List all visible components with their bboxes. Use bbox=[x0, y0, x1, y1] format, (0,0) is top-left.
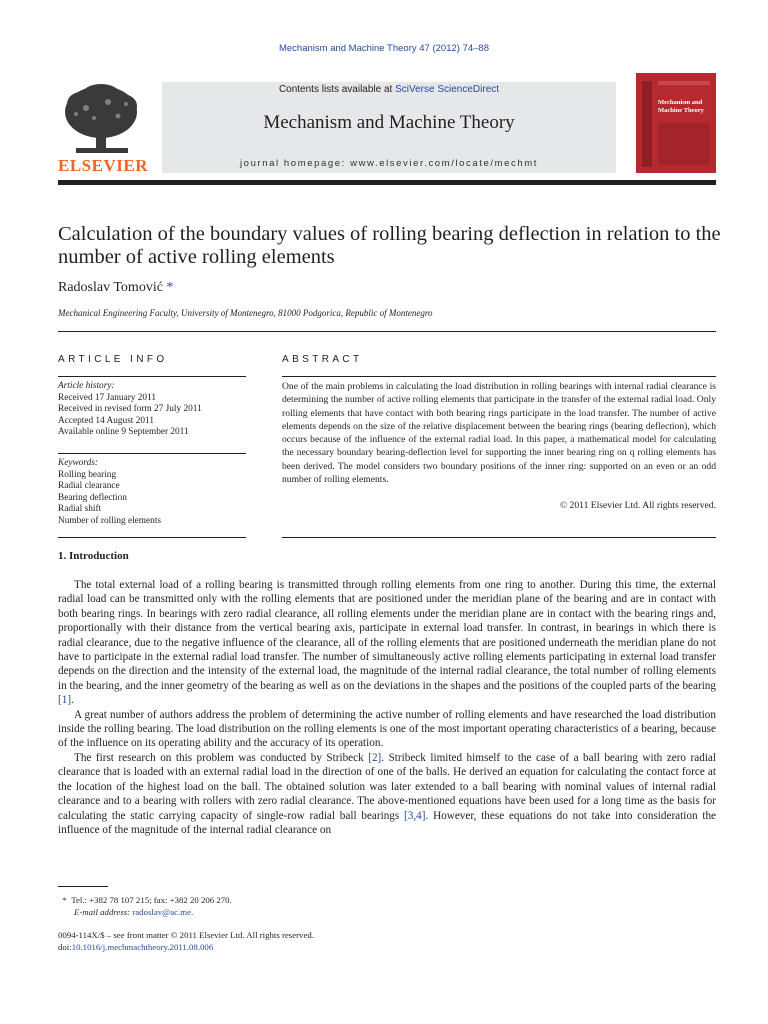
footnote-mark: * bbox=[62, 895, 67, 905]
contents-line bbox=[162, 82, 616, 96]
journal-citation[interactable]: Mechanism and Machine Theory 47 (2012) 74–88 bbox=[278, 43, 489, 54]
paragraph: A great number of authors address the problem of determining the active number of rolling elements and have researched the load distribution inside the rolling bearing. The load distribution on the rolling elements is one of the most important operating characteristics of a bearing, because of the influence on its operating ability and the accuracy of its operation. bbox=[58, 708, 716, 750]
paragraph-text: . bbox=[71, 694, 74, 707]
journal-banner bbox=[162, 82, 616, 173]
paragraph-text: The total external load of a rolling bearing is transmitted through rolling elements from one ring to another. During this time, the external radial load can be transmitted only with the rolling elements that are positioned under the meridian plane of the bearing and are in contact with both bearing rings. In bearings with zero radial clearance, all rolling elements under the meridian plane are in contact with the bearing rings and, proportionally with their distance from the vertical bearing axis, participate in external load transfer. In contrast, in bearings in which there is radial clearance, due to the negative influence of the clearance, all of the rolling elements that are positioned underneath the meridian plane do not have to participate in the external radial load transfer. The number of simultaneously active rolling elements participating in external load transfer depends on the direction and the intensity of the external load, the magnitude of the internal radial clearance, the total number of rolling elements in the bearing, and the inner geometry of the bearing as well as on the deviations in the shapes and the positions of the coupled parts of the bearing bbox=[58, 579, 716, 692]
paragraph-text: . However, these equations do not take into consideration the influence of the magnitude of the internal radial clearance on bbox=[58, 809, 717, 836]
divider bbox=[282, 537, 716, 538]
doi-link[interactable]: 10.1016/j.mechmachtheory.2011.08.006 bbox=[71, 941, 214, 952]
footnote bbox=[58, 894, 232, 918]
cover-strip bbox=[642, 81, 652, 167]
citation-link[interactable]: [1] bbox=[58, 694, 72, 707]
footnote-tel-text: Tel.: +382 78 107 215; fax: +382 20 206 270. bbox=[71, 895, 232, 905]
divider bbox=[58, 376, 246, 377]
keyword: Rolling bearing bbox=[58, 469, 117, 480]
section-heading-introduction: 1. Introduction bbox=[58, 550, 129, 562]
article-info-heading: ARTICLE INFO bbox=[58, 354, 168, 365]
divider bbox=[58, 331, 716, 332]
sciencedirect-link[interactable]: SciVerse ScienceDirect bbox=[395, 84, 500, 95]
divider bbox=[282, 376, 716, 377]
divider bbox=[58, 453, 246, 454]
keyword: Number of rolling elements bbox=[58, 515, 162, 526]
cover-topbar bbox=[658, 81, 710, 85]
paragraph bbox=[58, 578, 716, 708]
keyword: Radial shift bbox=[58, 504, 102, 515]
history-item: Received 17 January 2011 bbox=[58, 392, 157, 403]
abstract-text: One of the main problems in calculating the load distribution in rolling bearings with internal radial clearance is determining the number of active rolling elements that participate in the transfer of the external radial load. Only rolling elements that have contact with both bearing rings participate in the load transfer. The number of active elements depends on the size of the relative displacement between the bearing rings (bearing deflection), which occurs because of the influence of the external radial load. In this paper, a mathematical model for calculating the necessary boundary bearing-deflection level for supporting the inner bearing ring on q rolling elements has been derived. The model considers two boundary positions of the inner ring: supported on an even or an odd number of rolling elements. bbox=[282, 381, 716, 486]
corresponding-author-mark[interactable]: * bbox=[166, 280, 174, 295]
paragraph-text: The first research on this problem was conducted by Stribeck bbox=[74, 751, 369, 764]
keyword: Bearing deflection bbox=[58, 492, 127, 503]
front-matter bbox=[58, 930, 314, 953]
footnote-email bbox=[58, 906, 232, 918]
journal-title: Mechanism and Machine Theory bbox=[263, 112, 515, 133]
paragraph-text: . Stribeck limited himself to the case of a ball bearing with zero radial clearance that is loaded with an external radial load in the direction of one of the balls. He derived an equation for calculating the contact force at the location of the highest load on the ball. The obtained solution was later extended to a ball bearing with nominal values of internal radial clearance and to a bearing with rollers with zero radial clearance. The above-mentioned equations have been used for a long time as the basis for calculating the static carrying capacity of single-row radial ball bearings bbox=[58, 751, 717, 822]
keyword: Radial clearance bbox=[58, 481, 120, 492]
history-item: Accepted 14 August 2011 bbox=[58, 415, 154, 426]
email-link[interactable]: radoslav@ac.me bbox=[132, 907, 191, 917]
cover-panel bbox=[658, 123, 710, 165]
contents-prefix: Contents lists available at bbox=[278, 84, 396, 95]
article-title: Calculation of the boundary values of rolling bearing deflection in relation to the number of active rolling elements bbox=[58, 223, 721, 268]
author-affiliation: Mechanical Engineering Faculty, University of Montenegro, 81000 Podgorica, Republic of Montenegro bbox=[58, 308, 433, 318]
keywords bbox=[58, 458, 246, 528]
footnote-rule bbox=[58, 886, 108, 887]
body-text bbox=[58, 578, 716, 837]
history-item: Available online 9 September 2011 bbox=[58, 427, 189, 438]
abstract-copyright: © 2011 Elsevier Ltd. All rights reserved. bbox=[559, 500, 716, 511]
article-history bbox=[58, 381, 246, 439]
divider bbox=[58, 537, 246, 538]
front-matter-text: 0094-114X/$ – see front matter © 2011 Elsevier Ltd. All rights reserved. bbox=[58, 930, 314, 940]
doi-label: doi: bbox=[58, 941, 72, 952]
journal-cover-image bbox=[636, 73, 716, 173]
header-rule bbox=[58, 180, 716, 185]
citation-link[interactable]: [2] bbox=[368, 751, 382, 764]
email-label: E-mail address: bbox=[74, 907, 133, 917]
keywords-label: Keywords: bbox=[58, 458, 98, 468]
cover-title: Mechanism and Machine Theory bbox=[658, 99, 704, 114]
paragraph bbox=[58, 751, 716, 837]
author-line bbox=[58, 280, 173, 296]
author-name: Radoslav Tomović bbox=[58, 280, 163, 295]
email-end: . bbox=[191, 907, 194, 917]
doi-line bbox=[58, 942, 314, 954]
history-label: Article history: bbox=[58, 381, 115, 391]
elsevier-wordmark: ELSEVIER bbox=[58, 156, 148, 175]
journal-homepage[interactable]: journal homepage: www.elsevier.com/locate/mechmt bbox=[239, 158, 539, 169]
history-item: Received in revised form 27 July 2011 bbox=[58, 404, 202, 415]
footnote-tel bbox=[58, 894, 232, 906]
citation-link[interactable]: [3,4] bbox=[404, 809, 426, 822]
abstract-heading: ABSTRACT bbox=[282, 354, 363, 365]
